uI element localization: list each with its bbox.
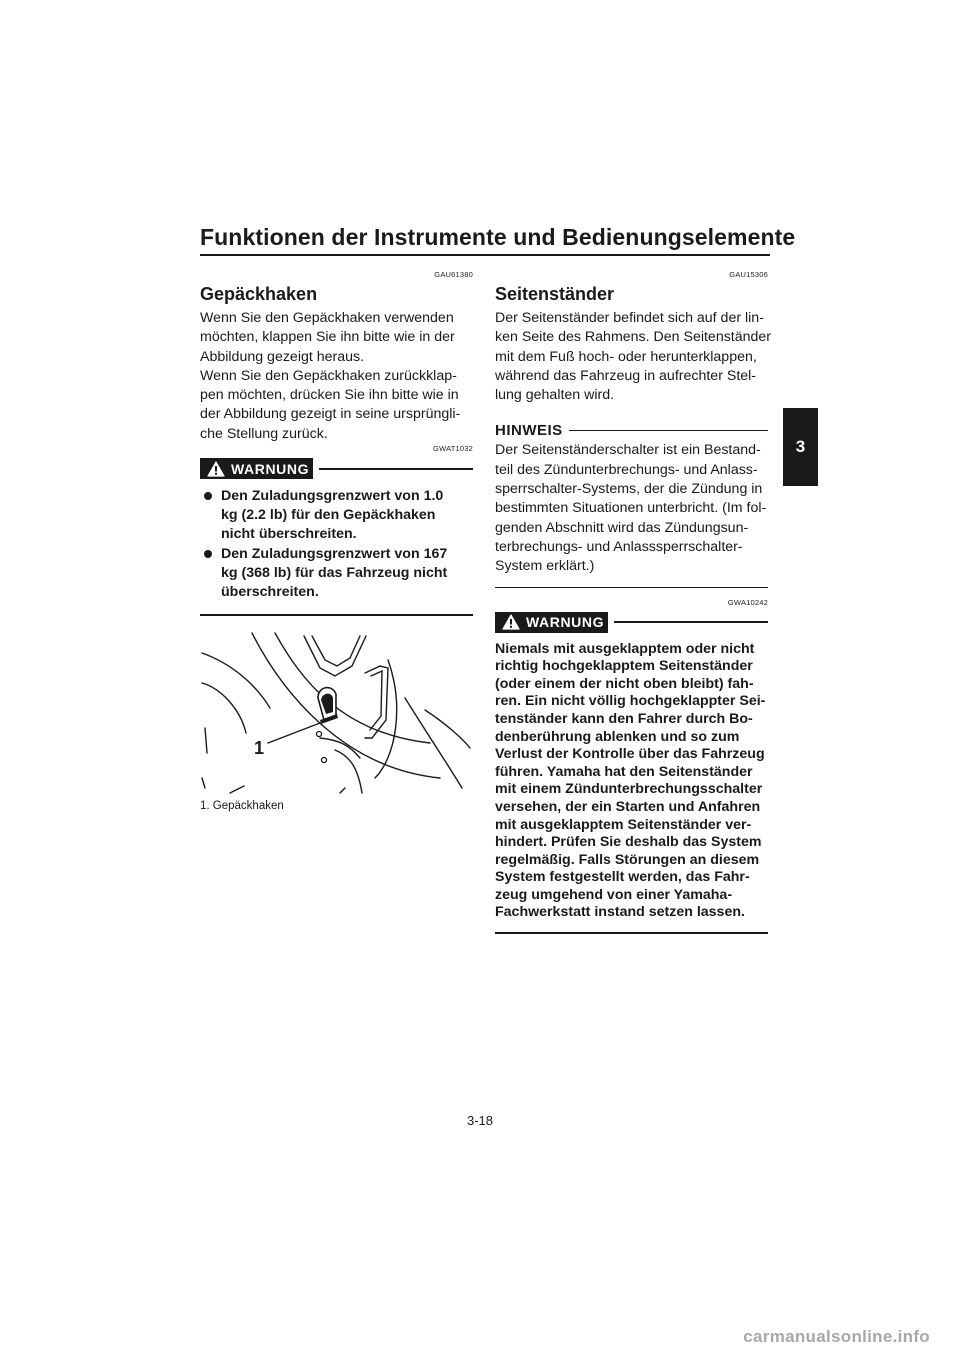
section-code: GAU15306 bbox=[729, 270, 768, 279]
list-item bbox=[200, 545, 473, 602]
section-title-sidestand: Seitenständer bbox=[495, 284, 615, 304]
text-line: ken Seite des Rahmens. Den Seitenständer bbox=[495, 329, 772, 346]
luggage-hook-illustration bbox=[200, 628, 473, 798]
sidestand-body bbox=[495, 309, 772, 405]
list-item bbox=[200, 487, 473, 544]
text-line: der Abbildung gezeigt in seine ursprüngli- bbox=[200, 406, 461, 423]
text-line: mit einem Zündunterbrechungsschalter bbox=[495, 781, 763, 798]
text-line: ren. Ein nicht völlig hochgeklappter Sei- bbox=[495, 693, 766, 710]
warning-label: WARNUNG bbox=[526, 614, 605, 631]
warning-badge bbox=[200, 458, 313, 479]
left-column bbox=[200, 270, 473, 812]
text-line: System erklärt.) bbox=[495, 558, 595, 575]
notice-end-rule bbox=[495, 587, 768, 588]
text-line: denberührung ablenken und so zum bbox=[495, 728, 740, 745]
figure-callout-1: 1 bbox=[254, 738, 265, 759]
text-line: System festgestellt werden, das Fahr- bbox=[495, 869, 750, 886]
figure-caption: 1. Gepäckhaken bbox=[200, 800, 284, 813]
text-line: terbrechungs- und Anlasssperrschalter- bbox=[495, 538, 743, 555]
warning-end-rule bbox=[200, 614, 473, 616]
warning-code: GWA10242 bbox=[727, 597, 768, 607]
text-line: lung gehalten wird. bbox=[495, 387, 615, 404]
luggage-hook-drawing bbox=[200, 628, 473, 798]
warning-code: GWAT1032 bbox=[433, 444, 473, 454]
text-line: kg (368 lb) für das Fahrzeug nicht bbox=[221, 565, 448, 582]
warning-triangle-icon bbox=[207, 461, 225, 477]
notice-header bbox=[495, 422, 768, 439]
text-line: mit ausgeklapptem Seitenständer ver- bbox=[495, 816, 752, 833]
luggage-hook-body bbox=[200, 309, 473, 444]
warning-triangle-icon bbox=[502, 614, 520, 630]
text-line: versehen, der ein Starten und Anfahren bbox=[495, 798, 761, 815]
text-line: regelmäßig. Falls Störungen an diesem bbox=[495, 851, 760, 868]
section-code: GAU61380 bbox=[434, 270, 473, 279]
text-line: Den Zuladungsgrenzwert von 1.0 bbox=[221, 488, 444, 505]
text-line: während das Fahrzeug in aufrechter Stel- bbox=[495, 367, 757, 384]
text-line: Fachwerkstatt instand setzen lassen. bbox=[495, 904, 745, 921]
right-column bbox=[495, 270, 772, 934]
notice-label: HINWEIS bbox=[495, 422, 563, 440]
text-line: kg (2.2 lb) für den Gepäckhaken bbox=[221, 507, 436, 524]
notice-rule bbox=[569, 430, 768, 431]
text-line: Verlust der Kontrolle über das Fahrzeug bbox=[495, 746, 765, 763]
text-line: richtig hochgeklapptem Seitenständer bbox=[495, 658, 753, 675]
text-line: sperrschalter-Systems, der die Zündung in bbox=[495, 481, 763, 498]
warning-rule bbox=[614, 621, 768, 623]
text-line: che Stellung zurück. bbox=[200, 425, 328, 442]
warning-header bbox=[495, 612, 768, 633]
text-line: führen. Yamaha hat den Seitenständer bbox=[495, 763, 753, 780]
watermark: carmanualsonline.info bbox=[743, 1327, 930, 1346]
warning-header bbox=[200, 458, 473, 479]
notice-body bbox=[495, 441, 768, 576]
warning-bullets bbox=[200, 487, 473, 602]
text-line: Den Zuladungsgrenzwert von 167 bbox=[221, 546, 448, 563]
text-line: Der Seitenständer befindet sich auf der lin- bbox=[495, 310, 764, 326]
text-line: nicht überschreiten. bbox=[221, 526, 357, 543]
page-number: 3-18 bbox=[466, 1113, 494, 1128]
text-line: genden Abschnitt wird das Zündungsun- bbox=[495, 519, 749, 536]
text-line: tenständer kann den Fahrer durch Bo- bbox=[495, 710, 753, 727]
sidestand-warning-text bbox=[495, 641, 768, 923]
text-line: Wenn Sie den Gepäckhaken zurückklap- bbox=[200, 367, 457, 384]
text-line: teil des Zündunterbrechungs- und Anlass- bbox=[495, 461, 758, 478]
warning-badge bbox=[495, 612, 608, 633]
warning-rule bbox=[319, 468, 473, 470]
text-line: Niemals mit ausgeklapptem oder nicht bbox=[495, 640, 755, 657]
chapter-tab: 3 bbox=[783, 408, 818, 486]
warning-end-rule bbox=[495, 932, 768, 934]
header-rule bbox=[200, 254, 770, 256]
section-title-luggage-hook: Gepäckhaken bbox=[200, 284, 318, 304]
text-line: pen möchten, drücken Sie ihn bitte wie in bbox=[200, 387, 459, 404]
page-header-title: Funktionen der Instrumente und Bedienungselemente bbox=[200, 224, 796, 250]
text-line: mit dem Fuß hoch- oder herunterklappen, bbox=[495, 348, 757, 365]
text-line: (oder einem der nicht oben bleibt) fah- bbox=[495, 675, 754, 692]
text-line: bestimmten Situationen unterbricht. (Im fol- bbox=[495, 500, 767, 517]
text-line: möchten, klappen Sie ihn bitte wie in der bbox=[200, 329, 455, 346]
text-line: zeug umgehend von einer Yamaha- bbox=[495, 886, 733, 903]
text-line: Wenn Sie den Gepäckhaken verwenden bbox=[200, 310, 454, 326]
text-line: Abbildung gezeigt heraus. bbox=[200, 348, 365, 365]
text-line: hindert. Prüfen Sie deshalb das System bbox=[495, 834, 762, 851]
text-line: überschreiten. bbox=[221, 584, 319, 601]
text-line: Der Seitenständerschalter ist ein Bestand- bbox=[495, 442, 761, 459]
warning-label: WARNUNG bbox=[231, 460, 310, 477]
